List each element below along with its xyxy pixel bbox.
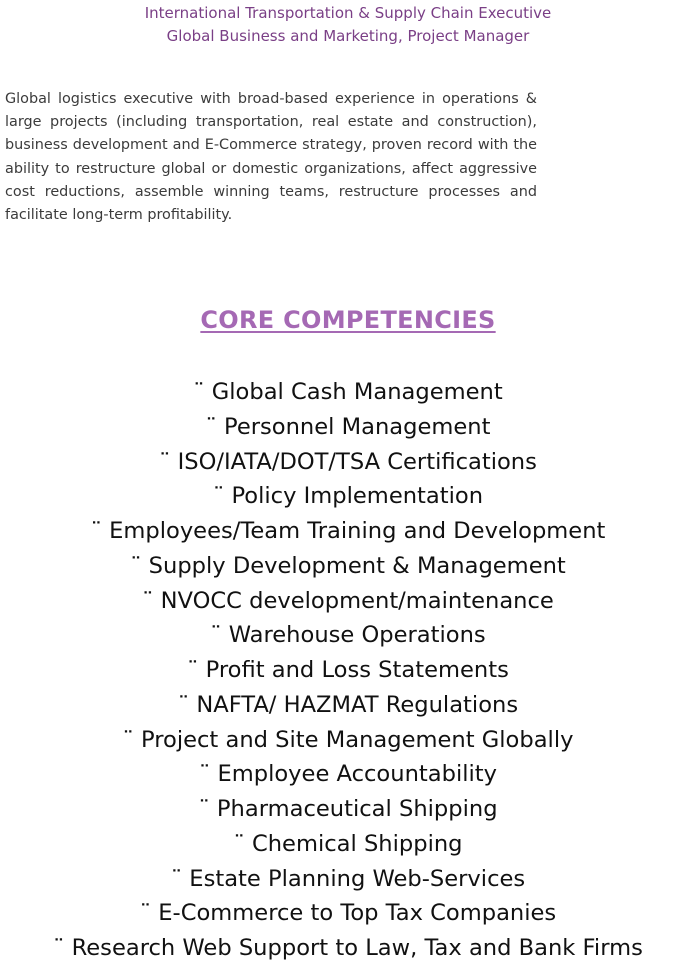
header-title-line: International Transportation & Supply Chain Executive xyxy=(144,4,552,22)
document-header xyxy=(0,2,696,48)
competency-item: ¨ Project and Site Management Globally xyxy=(122,726,574,753)
competency-item: ¨ Policy Implementation xyxy=(212,483,484,510)
competency-item: ¨ Employee Accountability xyxy=(198,761,498,788)
summary-paragraph: Global logistics executive with broad-based experience in operations & large projects (including transportation, real estate and construction), business development and E-Commerce strategy, proven record with the ability to restructure global or domestic organizations, affect aggressive cost reductions, assemble winning teams, restructure processes and facilitate long-term profitability. xyxy=(5,91,537,224)
competency-item: ¨ Pharmaceutical Shipping xyxy=(198,796,498,822)
competency-item: ¨ Global Cash Management xyxy=(193,379,503,405)
competencies-list xyxy=(0,375,696,966)
competency-item: ¨ E-Commerce to Top Tax Companies xyxy=(139,900,557,927)
competency-item: ¨ Warehouse Operations xyxy=(210,622,486,649)
competency-item: ¨ NAFTA/ HAZMAT Regulations xyxy=(177,691,519,718)
competency-item: ¨ Chemical Shipping xyxy=(233,830,463,857)
competency-item: ¨ Personnel Management xyxy=(205,413,491,440)
section-title-core-competencies: CORE COMPETENCIES xyxy=(200,306,496,334)
competency-item: ¨ Research Web Support to Law, Tax and Bank Firms xyxy=(53,935,643,961)
header-subtitle-line: Global Business and Marketing, Project Manager xyxy=(166,27,530,45)
competency-item: ¨ NVOCC development/maintenance xyxy=(142,587,554,614)
competency-item: ¨ Profit and Loss Statements xyxy=(187,657,509,683)
competency-item: ¨ Estate Planning Web-Services xyxy=(170,865,526,892)
competency-item: ¨ Employees/Team Training and Development xyxy=(90,518,606,544)
competency-item: ¨ Supply Development & Management xyxy=(130,552,566,579)
competency-item: ¨ ISO/IATA/DOT/TSA Certifications xyxy=(159,448,537,475)
